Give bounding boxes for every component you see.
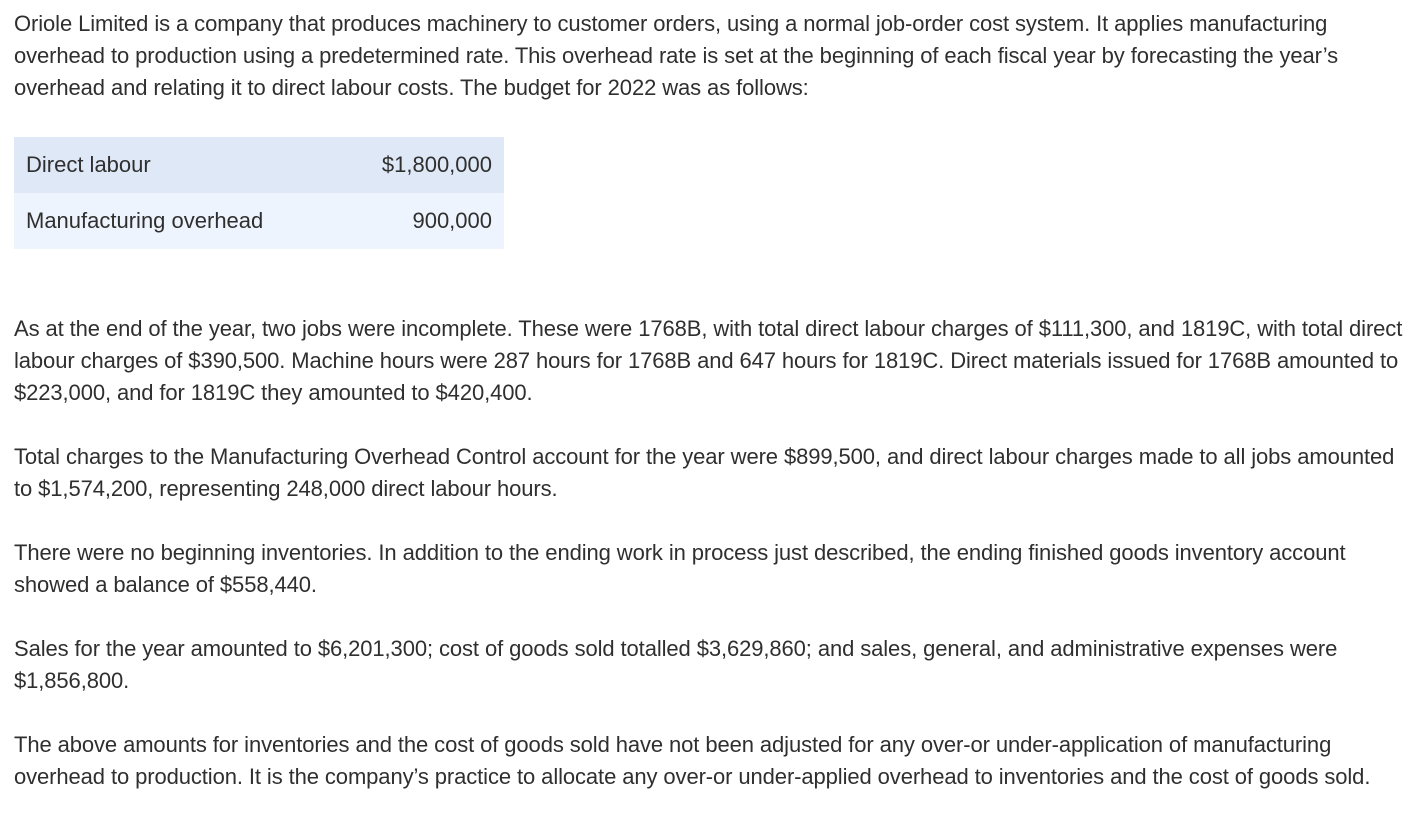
row-amount: 900,000	[338, 193, 504, 249]
inventories-paragraph: There were no beginning inventories. In addition to the ending work in process just described, the ending finished goods inventory account showed a balance of $558,440.	[14, 540, 1346, 597]
row-label: Manufacturing overhead	[14, 193, 338, 249]
intro-paragraph: Oriole Limited is a company that produces machinery to customer orders, using a normal job-order cost system. It applies manufacturing overhead to production using a predetermined rate. This overhead rate is set at the beginning of each fiscal year by forecasting the year’s overhead and relating it to direct labour costs. The budget for 2022 was as follows:	[14, 11, 1339, 100]
adjustment-paragraph: The above amounts for inventories and the cost of goods sold have not been adjusted for any over-or under-application of manufacturing overhead to production. It is the company’s practice to allocate any over-or under-applied overhead to inventories and the cost of goods sold.	[14, 732, 1371, 789]
incomplete-jobs-paragraph: As at the end of the year, two jobs were incomplete. These were 1768B, with total direct labour charges of $111,300, and 1819C, with total direct labour charges of $390,500. Machine hours were 287 hours for 1768B and 647 hours for 1819C. Direct materials issued for 1768B amounted to $223,000, and for 1819C they amounted to $420,400.	[14, 316, 1403, 405]
table-row-direct-labour	[14, 137, 504, 193]
row-label: Direct labour	[14, 137, 338, 193]
budget-table	[14, 137, 504, 249]
sales-paragraph: Sales for the year amounted to $6,201,300; cost of goods sold totalled $3,629,860; and sales, general, and administrative expenses were $1,856,800.	[14, 636, 1338, 693]
row-amount: $1,800,000	[338, 137, 504, 193]
overhead-charges-paragraph: Total charges to the Manufacturing Overhead Control account for the year were $899,500, and direct labour charges made to all jobs amounted to $1,574,200, representing 248,000 direct labour hours.	[14, 444, 1395, 501]
table-row-manufacturing-overhead	[14, 193, 504, 249]
